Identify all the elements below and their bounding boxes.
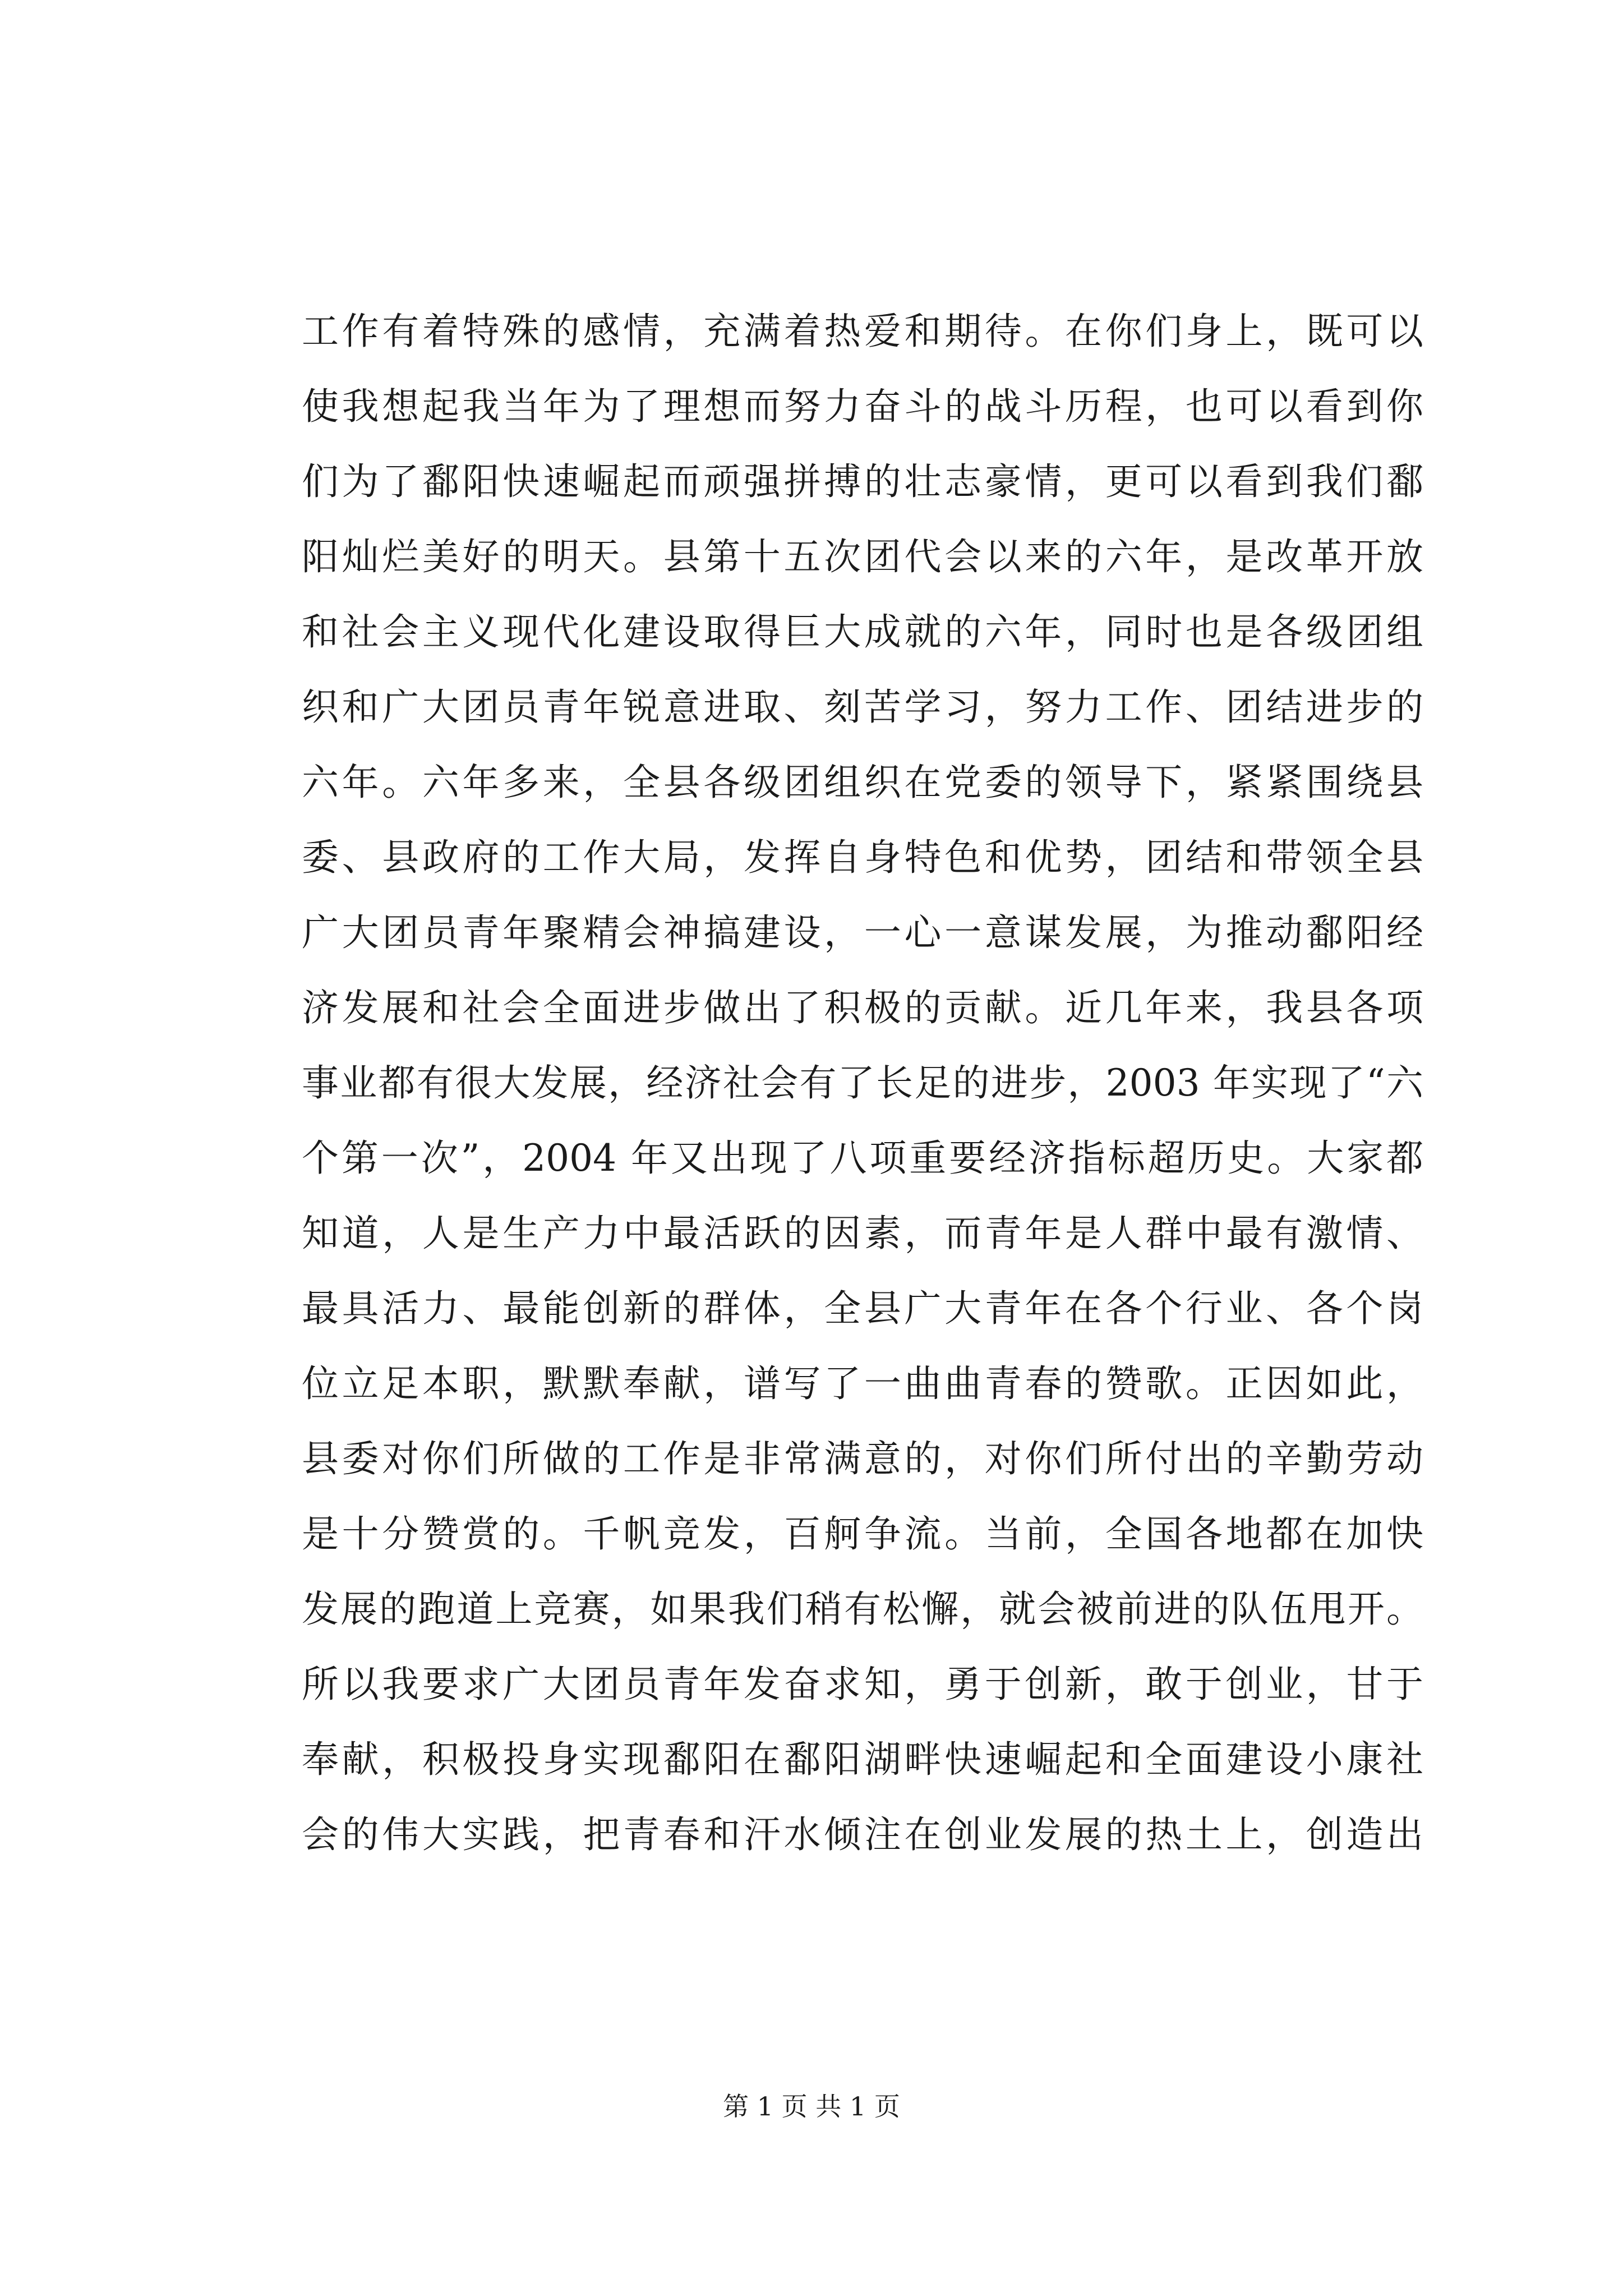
text-line: 县委对你们所做的工作是非常满意的，对你们所付出的辛勤劳动: [302, 1437, 1423, 1480]
text-line: 使我想起我当年为了理想而努力奋斗的战斗历程，也可以看到你: [302, 385, 1423, 428]
text-line: 最具活力、最能创新的群体，全县广大青年在各个行业、各个岗: [302, 1287, 1423, 1330]
text-line: 济发展和社会全面进步做出了积极的贡献。近几年来，我县各项: [302, 986, 1423, 1029]
body-text: [302, 294, 1423, 1872]
text-line: 织和广大团员青年锐意进取、刻苦学习，努力工作、团结进步的: [302, 685, 1423, 729]
text-line: 委、县政府的工作大局，发挥自身特色和优势，团结和带领全县: [302, 836, 1423, 879]
text-line: 位立足本职，默默奉献，谱写了一曲曲青春的赞歌。正因如此，: [302, 1362, 1423, 1405]
text-line: 发展的跑道上竞赛，如果我们稍有松懈，就会被前进的队伍甩开。: [302, 1588, 1423, 1631]
text-line: 所以我要求广大团员青年发奋求知，勇于创新，敢于创业，甘于: [302, 1663, 1423, 1706]
text-line: 个第一次”，2004 年又出现了八项重要经济指标超历史。大家都: [302, 1137, 1423, 1180]
text-line: 知道，人是生产力中最活跃的因素，而青年是人群中最有激情、: [302, 1212, 1423, 1255]
text-line: 六年。六年多来，全县各级团组织在党委的领导下，紧紧围绕县: [302, 761, 1423, 804]
text-line: 会的伟大实践，把青春和汗水倾注在创业发展的热土上，创造出: [302, 1813, 1423, 1856]
page-number-footer: 第 1 页 共 1 页: [723, 2091, 900, 2122]
text-line: 奉献，积极投身实现鄱阳在鄱阳湖畔快速崛起和全面建设小康社: [302, 1738, 1423, 1781]
text-line: 广大团员青年聚精会神搞建设，一心一意谋发展，为推动鄱阳经: [302, 911, 1423, 954]
text-line: 工作有着特殊的感情，充满着热爱和期待。在你们身上，既可以: [302, 310, 1423, 353]
text-line: 事业都有很大发展，经济社会有了长足的进步，2003 年实现了“六: [302, 1061, 1423, 1105]
text-line: 阳灿烂美好的明天。县第十五次团代会以来的六年，是改革开放: [302, 535, 1423, 578]
text-line: 和社会主义现代化建设取得巨大成就的六年，同时也是各级团组: [302, 610, 1423, 654]
text-line: 们为了鄱阳快速崛起而顽强拼搏的壮志豪情，更可以看到我们鄱: [302, 460, 1423, 503]
text-line: 是十分赞赏的。千帆竞发，百舸争流。当前，全国各地都在加快: [302, 1512, 1423, 1556]
